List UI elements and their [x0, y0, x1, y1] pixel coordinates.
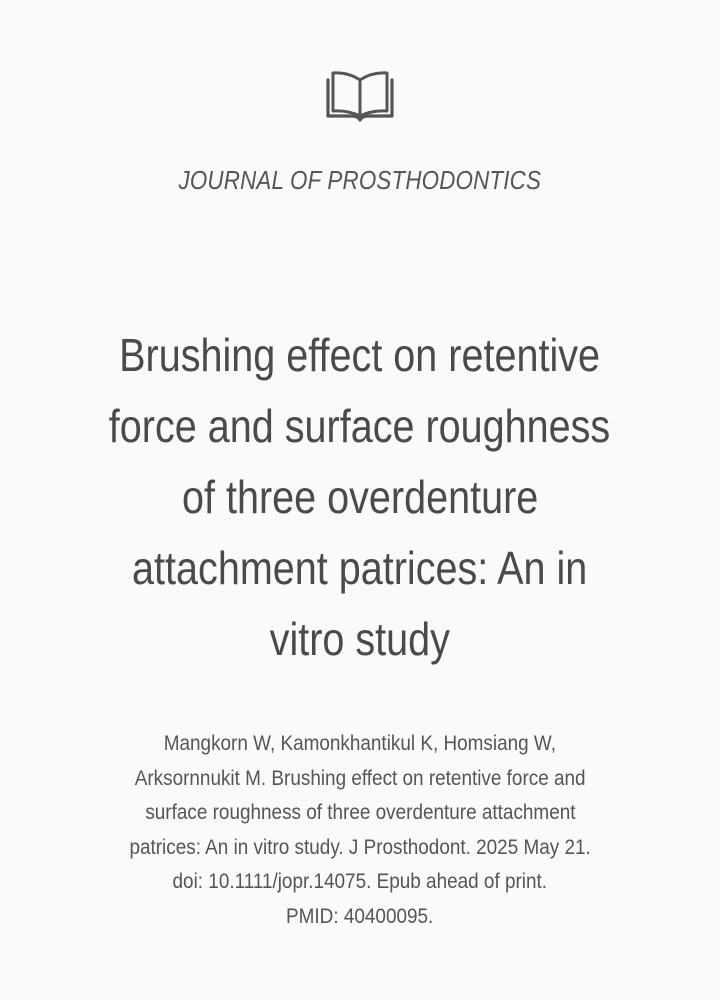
citation-line: surface roughness of three overdenture attachment: [144, 800, 576, 824]
title-line: attachment patrices: An in: [132, 542, 588, 594]
title-line: vitro study: [269, 613, 451, 665]
citation: [0, 726, 720, 933]
citation-line: Arksornnukit M. Brushing effect on retentive force and: [134, 765, 586, 790]
citation-line: patrices: An in vitro study. J Prosthodont. 2025 May 21.: [129, 834, 591, 859]
open-book-icon: [326, 70, 394, 122]
citation-pmid-line: PMID: 40400095.: [286, 903, 434, 928]
title-line: Brushing effect on retentive: [119, 329, 601, 381]
article-title: [0, 320, 720, 675]
journal-icon-container: [0, 70, 720, 122]
journal-name: [0, 162, 720, 198]
citation-line: Mangkorn W, Kamonkhantikul K, Homsiang W,: [163, 731, 557, 755]
title-line: of three overdenture: [181, 471, 539, 523]
journal-name-text: JOURNAL OF PROSTHODONTICS: [178, 165, 542, 195]
title-line: force and surface roughness: [109, 400, 611, 452]
citation-doi-line: doi: 10.1111/jopr.14075. Epub ahead of print.: [172, 869, 548, 893]
